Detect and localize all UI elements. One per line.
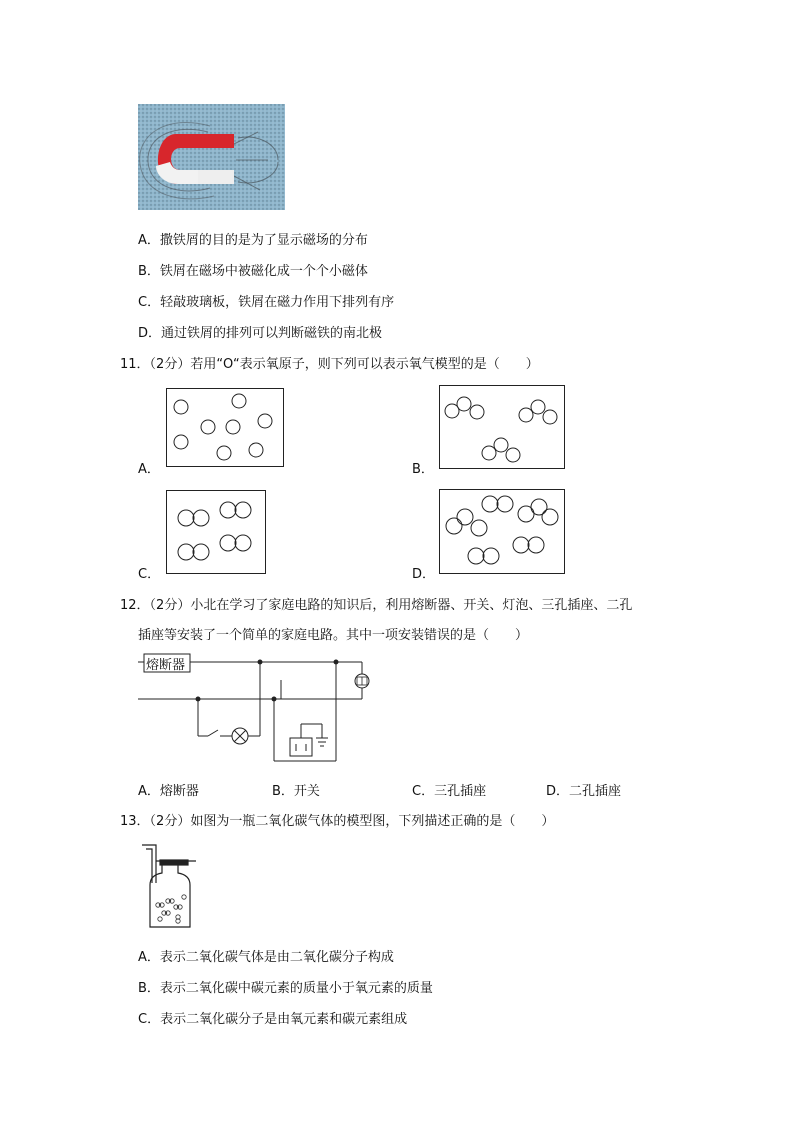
- q10-option-a: A．撒铁屑的目的是为了显示磁场的分布: [138, 233, 368, 248]
- q12-option-a: A．熔断器: [138, 784, 199, 799]
- q10-option-b: B．铁屑在磁场中被磁化成一个个小磁体: [138, 264, 368, 279]
- q12-option-c: C．三孔插座: [412, 784, 487, 799]
- q11-label-d: D．: [412, 567, 436, 582]
- q13-option-b: B．表示二氧化碳中碳元素的质量小于氧元素的质量: [138, 981, 433, 996]
- q11-label-a: A．: [138, 462, 160, 477]
- q11-diagram-c: [166, 490, 266, 574]
- magnet-iron-filings-photo: [138, 104, 285, 210]
- q12-stem-line1: 12．（2分）小北在学习了家庭电路的知识后，利用熔断器、开关、灯泡、三孔插座、二孔: [120, 598, 633, 613]
- co2-gas-bottle-diagram: [140, 843, 196, 929]
- q10-option-c: C．轻敲玻璃板，铁屑在磁力作用下排列有序: [138, 295, 395, 310]
- q11-stem: 11．（2分）若用“O“表示氧原子，则下列可以表示氧气模型的是（ ）: [120, 357, 539, 372]
- q11-diagram-a: [166, 388, 284, 467]
- q13-option-a: A．表示二氧化碳气体是由二氧化碳分子构成: [138, 950, 394, 965]
- q11-label-b: B．: [412, 462, 434, 477]
- q13-stem: 13．（2分）如图为一瓶二氧化碳气体的模型图，下列描述正确的是（ ）: [120, 814, 555, 829]
- q11-diagram-d: [439, 489, 565, 574]
- q11-diagram-b: [439, 385, 565, 469]
- q13-option-c: C．表示二氧化碳分子是由氧元素和碳元素组成: [138, 1012, 408, 1027]
- q12-option-d: D．二孔插座: [546, 784, 622, 799]
- q12-option-b: B．开关: [272, 784, 320, 799]
- q12-stem-line2: 插座等安装了一个简单的家庭电路。其中一项安装错误的是（ ）: [138, 628, 529, 643]
- q11-label-c: C．: [138, 567, 161, 582]
- fuse-label: 熔断器: [146, 658, 186, 673]
- q10-option-d: D．通过铁屑的排列可以判断磁铁的南北极: [138, 326, 383, 341]
